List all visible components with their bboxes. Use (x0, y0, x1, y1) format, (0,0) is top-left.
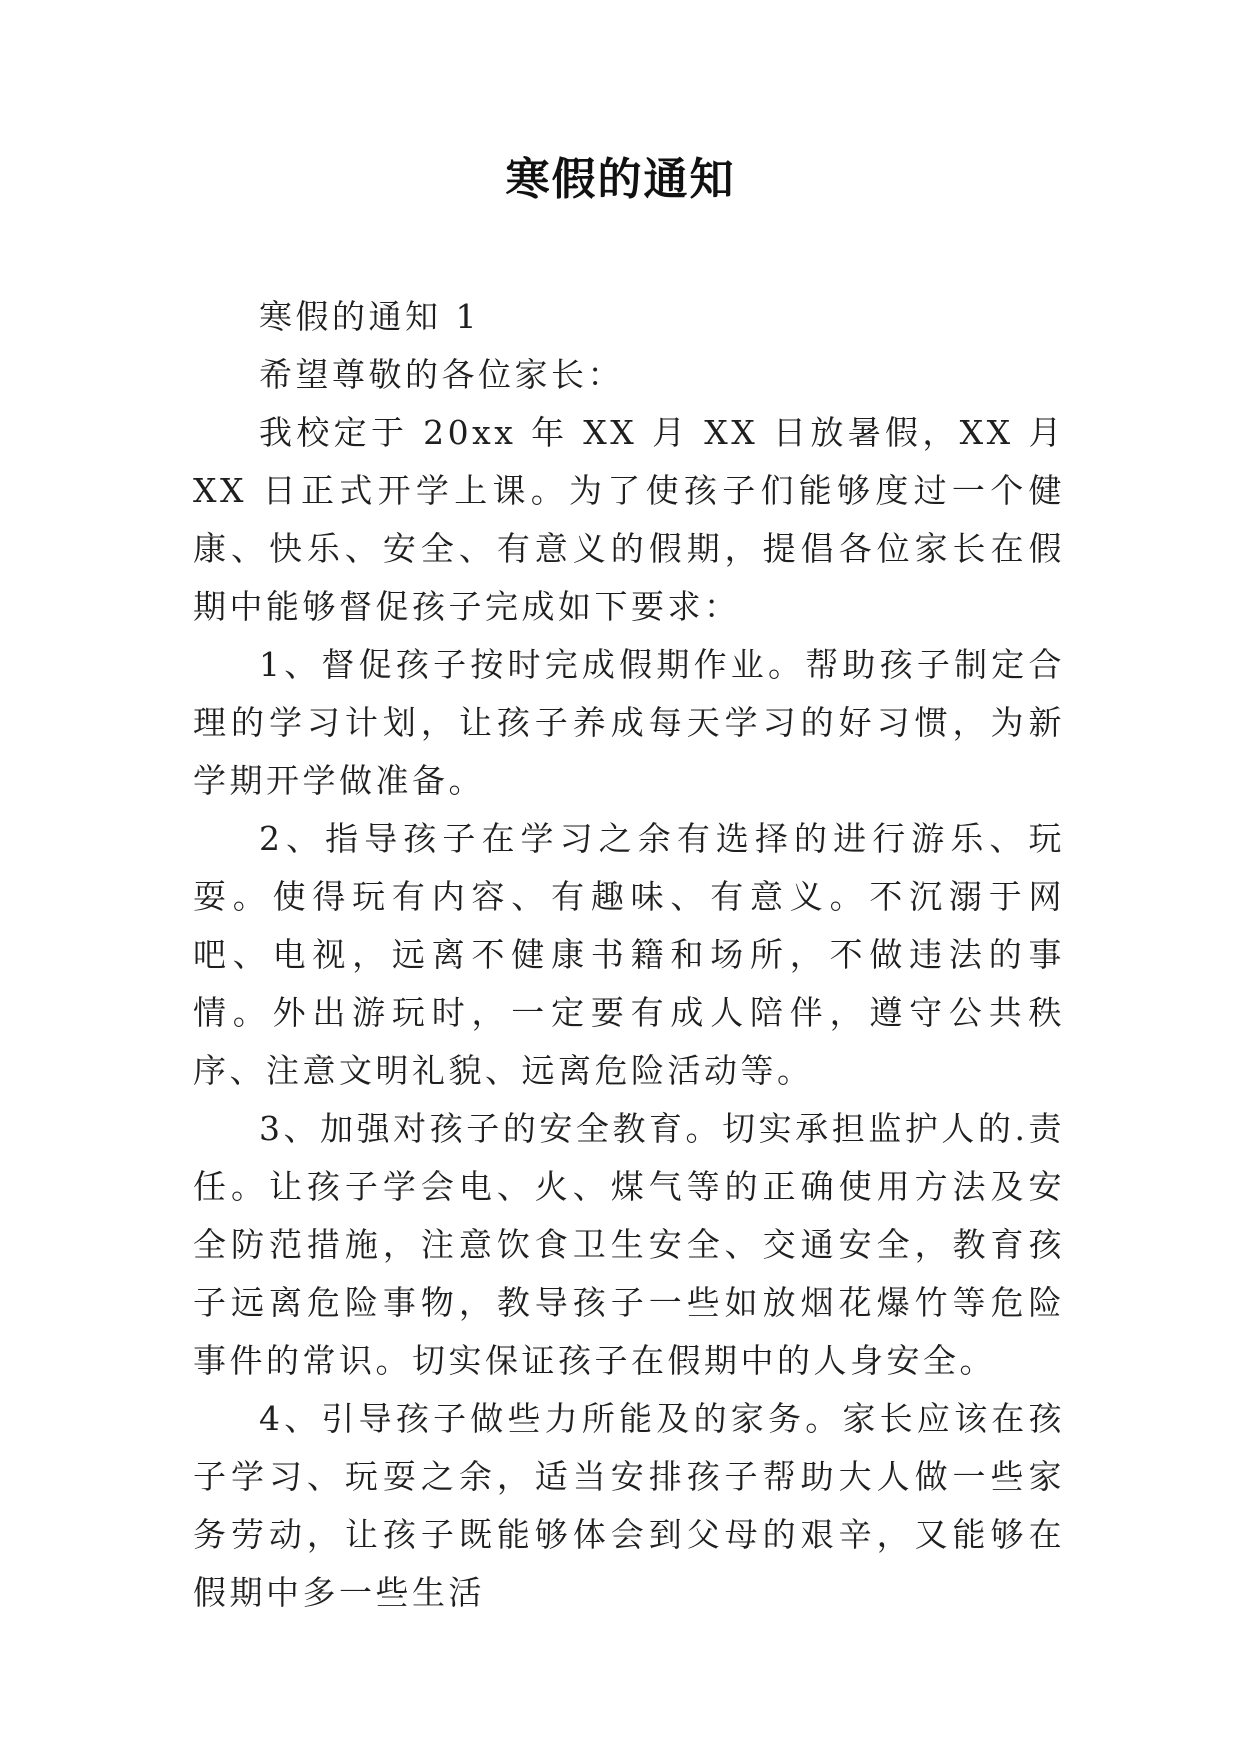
intro-paragraph: 我校定于 20xx 年 XX 月 XX 日放暑假，XX 月 XX 日正式开学上课。为了使孩子们能够度过一个健康、快乐、安全、有意义的假期，提倡各位家长在假期中能够督促孩子完成如下要求： (193, 413, 1065, 626)
requirement-item-2: 2、指导孩子在学习之余有选择的进行游乐、玩耍。使得玩有内容、有趣味、有意义。不沉溺于网吧、电视，远离不健康书籍和场所，不做违法的事情。外出游玩时，一定要有成人陪伴，遵守公共秩序、注意文明礼貌、远离危险活动等。 (193, 819, 1065, 1090)
notice-subtitle: 寒假的通知 1 (259, 297, 480, 336)
requirement-item-3: 3、加强对孩子的安全教育。切实承担监护人的.责任。让孩子学会电、火、煤气等的正确使用方法及安全防范措施，注意饮食卫生安全、交通安全，教育孩子远离危险事物，教导孩子一些如放烟花爆竹等危险事件的常识。切实保证孩子在假期中的人身安全。 (193, 1109, 1065, 1380)
requirement-item-4: 4、引导孩子做些力所能及的家务。家长应该在孩子学习、玩耍之余，适当安排孩子帮助大人做一些家务劳动，让孩子既能够体会到父母的艰辛，又能够在假期中多一些生活 (193, 1399, 1065, 1612)
requirement-item-1: 1、督促孩子按时完成假期作业。帮助孩子制定合理的学习计划，让孩子养成每天学习的好习惯，为新学期开学做准备。 (193, 645, 1065, 800)
document-body (193, 288, 1065, 1622)
document-title: 寒假的通知 (505, 154, 736, 205)
salutation: 希望尊敬的各位家长： (259, 355, 624, 394)
